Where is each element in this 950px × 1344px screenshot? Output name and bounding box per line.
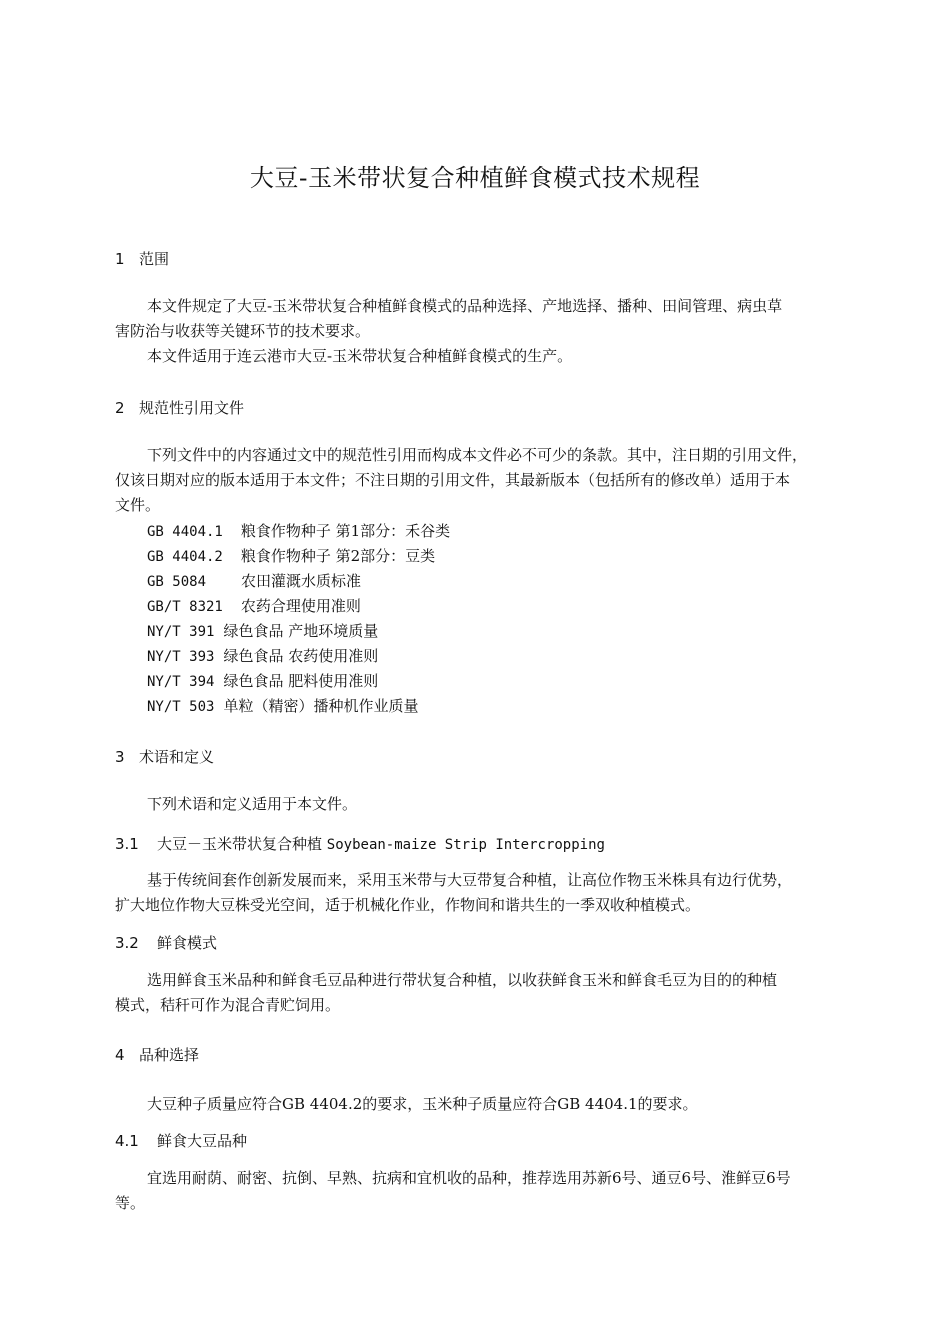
section-number: 3 — [115, 748, 125, 766]
section-1-heading — [115, 248, 169, 269]
paragraph-continuation: 害防治与收获等关键环节的技术要求。 — [115, 322, 371, 340]
section-title: 范围 — [139, 250, 170, 268]
paragraph-continuation: 模式，秸秆可作为混合青贮饲用。 — [115, 996, 341, 1014]
reference-name: 绿色食品 农药使用准则 — [223, 647, 379, 665]
reference-item — [147, 695, 418, 716]
reference-code: NY/T 394 — [147, 674, 215, 690]
section-title: 品种选择 — [139, 1046, 200, 1064]
section-number: 4.1 — [115, 1132, 139, 1150]
reference-code: NY/T 391 — [147, 624, 215, 640]
section-3-heading — [115, 746, 214, 767]
reference-name: 绿色食品 产地环境质量 — [223, 622, 379, 640]
section-number: 3.2 — [115, 934, 139, 952]
section-3-2-heading — [115, 932, 217, 953]
section-title: 术语和定义 — [139, 748, 215, 766]
section-number: 3.1 — [115, 835, 139, 853]
reference-code: GB/T 8321 — [147, 599, 223, 615]
paragraph: 宜选用耐荫、耐密、抗倒、早熟、抗病和宜机收的品种，推荐选用苏新6号、通豆6号、淮鲜豆6号 — [147, 1169, 791, 1187]
reference-item — [147, 645, 378, 666]
paragraph: 选用鲜食玉米品种和鲜食毛豆品种进行带状复合种植，以收获鲜食玉米和鲜食毛豆为目的的种植 — [147, 971, 778, 989]
reference-name: 农田灌溉水质标准 — [241, 572, 362, 590]
paragraph: 本文件规定了大豆-玉米带状复合种植鲜食模式的品种选择、产地选择、播种、田间管理、病虫草 — [147, 297, 783, 315]
reference-code: NY/T 503 — [147, 699, 215, 715]
section-number: 1 — [115, 250, 125, 268]
reference-name: 绿色食品 肥料使用准则 — [223, 672, 379, 690]
section-4-1-heading — [115, 1130, 247, 1151]
reference-item — [147, 520, 450, 541]
section-title: 鲜食大豆品种 — [157, 1132, 248, 1150]
paragraph-continuation: 等。 — [115, 1194, 146, 1212]
section-4-heading — [115, 1044, 199, 1065]
document-title: 大豆-玉米带状复合种植鲜食模式技术规程 — [249, 164, 701, 192]
section-title: 大豆－玉米带状复合种植 — [157, 835, 323, 853]
section-number: 4 — [115, 1046, 125, 1064]
section-number: 2 — [115, 399, 125, 417]
reference-name: 农药合理使用准则 — [240, 597, 361, 615]
reference-code: GB 4404.1 — [147, 524, 223, 540]
reference-code: GB 4404.2 — [147, 549, 223, 565]
paragraph: 本文件适用于连云港市大豆-玉米带状复合种植鲜食模式的生产。 — [147, 347, 573, 365]
reference-item — [147, 620, 378, 641]
section-title: 鲜食模式 — [157, 934, 218, 952]
reference-item — [147, 595, 361, 616]
section-title-english: Soybean-maize Strip Intercropping — [326, 837, 605, 853]
paragraph: 基于传统间套作创新发展而来，采用玉米带与大豆带复合种植，让高位作物玉米株具有边行优势， — [147, 871, 793, 889]
reference-code: NY/T 393 — [147, 649, 215, 665]
section-2-heading — [115, 397, 244, 418]
reference-code: GB 5084 — [147, 574, 207, 590]
paragraph: 下列文件中的内容通过文中的规范性引用而构成本文件必不可少的条款。其中，注日期的引用文件， — [147, 446, 808, 464]
reference-item — [147, 545, 435, 566]
paragraph-continuation: 扩大地位作物大豆株受光空间，适于机械化作业，作物间和谐共生的一季双收种植模式。 — [115, 896, 701, 914]
reference-item — [147, 670, 378, 691]
reference-name: 粮食作物种子 第1部分：禾谷类 — [240, 522, 451, 540]
paragraph-continuation: 文件。 — [115, 496, 161, 514]
paragraph: 大豆种子质量应符合GB 4404.2的要求，玉米种子质量应符合GB 4404.1的要求。 — [147, 1095, 698, 1113]
reference-item — [147, 570, 361, 591]
reference-name: 粮食作物种子 第2部分：豆类 — [240, 547, 436, 565]
paragraph-continuation: 仅该日期对应的版本适用于本文件；不注日期的引用文件，其最新版本（包括所有的修改单）适用于本 — [115, 471, 791, 489]
reference-name: 单粒（精密）播种机作业质量 — [223, 697, 419, 715]
section-3-1-heading — [115, 833, 605, 854]
paragraph: 下列术语和定义适用于本文件。 — [147, 795, 358, 813]
section-title: 规范性引用文件 — [139, 399, 245, 417]
